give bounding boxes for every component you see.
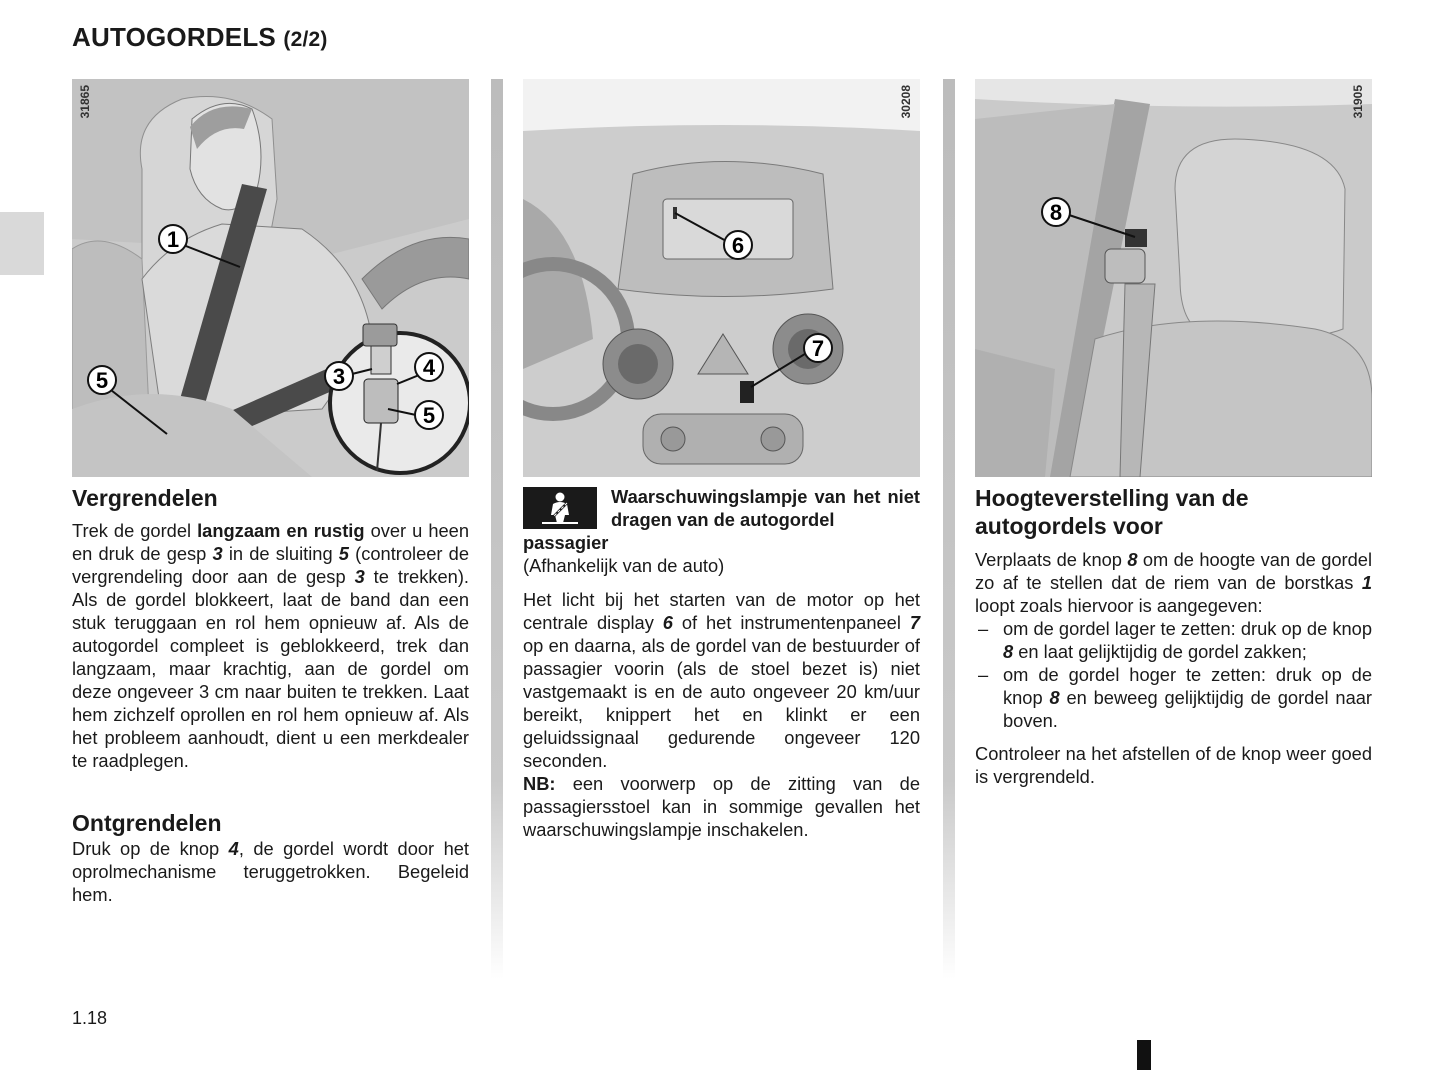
callout-6: 6 [731,233,745,258]
callout-5: 5 [95,368,109,393]
column-divider [491,79,503,979]
column-divider [943,79,955,979]
belt-height-illustration [975,79,1372,477]
page-title-main: AUTOGORDELS [72,22,276,52]
adjust-list [975,617,1372,732]
callout-1: 1 [166,227,180,252]
text-hoogte-intro: Verplaats de knop 8 om de hoogte van de gordel zo af te stellen dat de riem van de borstkas 1 loopt zoals hiervoor is aangegeven: [975,549,1373,616]
figure-dashboard [523,79,920,477]
callout-8: 8 [1049,200,1063,225]
warning-body: Het licht bij het starten van de motor op het centrale display 6 of het instrumentenpaneel 7 op en daarna, als de gordel van de bestuurder of passagier voorin (als de stoel bezet is) niet vastgemaakt is en de auto ongeveer 20 km/uur bereikt, knippert het en klinkt er een geluidssignaal gedurende ongeveer 120 seconden. [523,589,920,771]
warning-header [523,485,920,531]
list-dash: – [978,618,989,639]
figure-code: 31905 [1351,85,1365,119]
seatbelt-warning-icon [523,487,597,529]
callout-7: 7 [811,336,825,361]
figure-code: 31865 [78,85,92,119]
page-title-suffix: (2/2) [283,28,328,51]
list-item-text: om de gordel lager te zetten: druk op de knop 8 en laat gelijktijdig de gordel zakken; [1003,618,1372,662]
callout-4: 4 [422,355,436,380]
list-item-text: om de gordel hoger te zetten: druk op de knop 8 en beweeg gelijktijdig de gordel naar boven. [1003,664,1372,731]
page-title [72,22,328,53]
page-number: 1.18 [72,1008,108,1028]
column-height-adjust [975,484,1372,788]
text-ontgrendelen: Druk op de knop 4, de gordel wordt door het oprolmechanisme teruggetrokken. Begeleid hem. [72,838,469,905]
heading-vergrendelen: Vergrendelen [72,485,218,511]
warning-title-passagier: passagier [523,532,609,553]
warning-note: (Afhankelijk van de auto) [523,555,725,576]
warning-title: Waarschuwingslampje van het niet dragen van de autogordel [611,486,920,530]
text-vergrendelen: Trek de gordel langzaam en rustig over u heen en druk de gesp 3 in de sluiting 5 (controleer de vergrendeling door aan de gesp 3 te trekken). Als de gordel blokkeert, laat de band dan een stuk teruggaan en rol hem opnieuw af. Als de autogordel compleet is geblokkeerd, trek dan langzaam, maar krachtig, aan de gordel om deze ongeveer 3 cm naar buiten te trekken. Laat hem zichzelf oprollen en rol hem opnieuw af. Als het probleem aanhoudt, dient u een merkdealer te raadplegen. [72,520,470,771]
text-hoogte-closing: Controleer na het afstellen of de knop weer goed is vergrendeld. [975,743,1372,787]
list-item [975,617,1372,663]
column-locking [72,484,469,906]
column-warning [523,485,920,841]
list-dash: – [978,664,989,685]
callout-5-inset: 5 [422,403,436,428]
heading-hoogteverstelling: Hoogteverstelling van de autogordels voor [975,485,1249,539]
dashboard-illustration [523,79,920,477]
list-item [975,663,1372,732]
warning-nb: NB: een voorwerp op de zitting van de passagiersstoel kan in sommige gevallen het waarschuwingslampje inschakelen. [523,773,920,840]
figure-driver-seatbelt [72,79,469,477]
figure-belt-height [975,79,1372,477]
heading-ontgrendelen: Ontgrendelen [72,810,222,836]
driver-seatbelt-illustration [72,79,469,477]
figure-code: 30208 [899,85,913,119]
callout-3: 3 [332,364,346,389]
section-tab [0,212,44,275]
page-marker [1137,1040,1151,1070]
